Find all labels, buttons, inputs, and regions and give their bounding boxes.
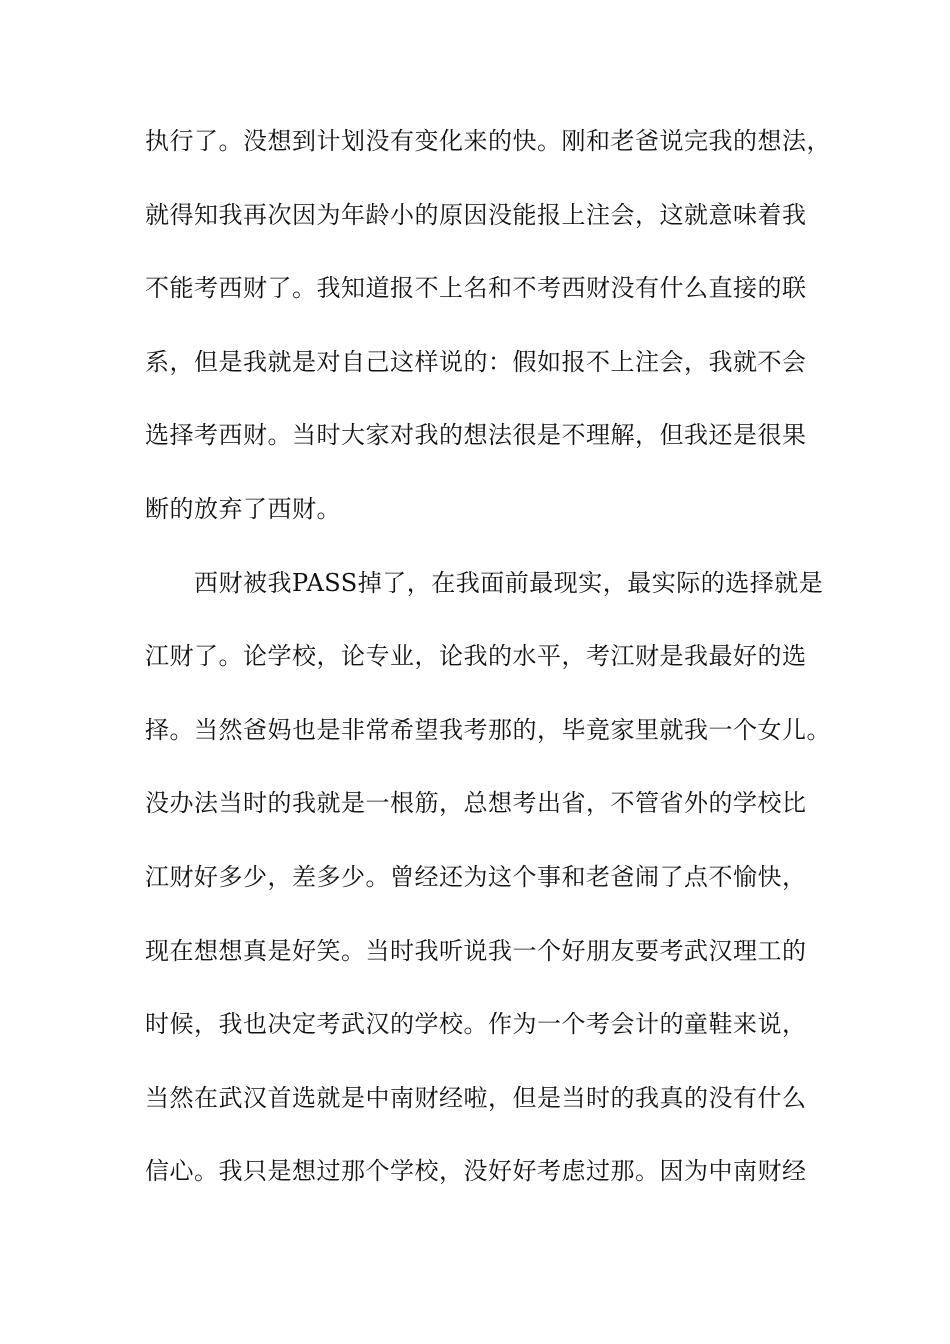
text-line: 断的放弃了西财。 <box>145 494 341 523</box>
text-line: 现在想想真是好笑。当时我听说我一个好朋友要考武汉理工的 <box>145 936 807 965</box>
text-line: 选择考西财。当时大家对我的想法很是不理解，但我还是很果 <box>145 421 807 450</box>
text-line: 信心。我只是想过那个学校，没好好考虑过那。因为中南财经 <box>145 1157 807 1186</box>
text-line: 不能考西财了。我知道报不上名和不考西财没有什么直接的联 <box>145 274 807 303</box>
text-line: 当然在武汉首选就是中南财经啦，但是当时的我真的没有什么 <box>145 1083 807 1112</box>
text-line: 就得知我再次因为年龄小的原因没能报上注会，这就意味着我 <box>145 200 807 229</box>
text-line: 择。当然爸妈也是非常希望我考那的，毕竟家里就我一个女儿。 <box>145 715 831 744</box>
text-line: 江财了。论学校，论专业，论我的水平，考江财是我最好的选 <box>145 642 807 671</box>
text-line: 西财被我PASS掉了，在我面前最现实，最实际的选择就是 <box>145 568 824 597</box>
text-line: 江财好多少，差多少。曾经还为这个事和老爸闹了点不愉快， <box>145 862 807 891</box>
text-line: 执行了。没想到计划没有变化来的快。刚和老爸说完我的想法， <box>145 127 831 155</box>
text-line: 系，但是我就是对自己这样说的：假如报不上注会，我就不会 <box>145 347 807 376</box>
body-text <box>145 118 831 1222</box>
text-line: 时候，我也决定考武汉的学校。作为一个考会计的童鞋来说， <box>145 1010 807 1039</box>
text-line: 没办法当时的我就是一根筋，总想考出省，不管省外的学校比 <box>145 789 807 818</box>
